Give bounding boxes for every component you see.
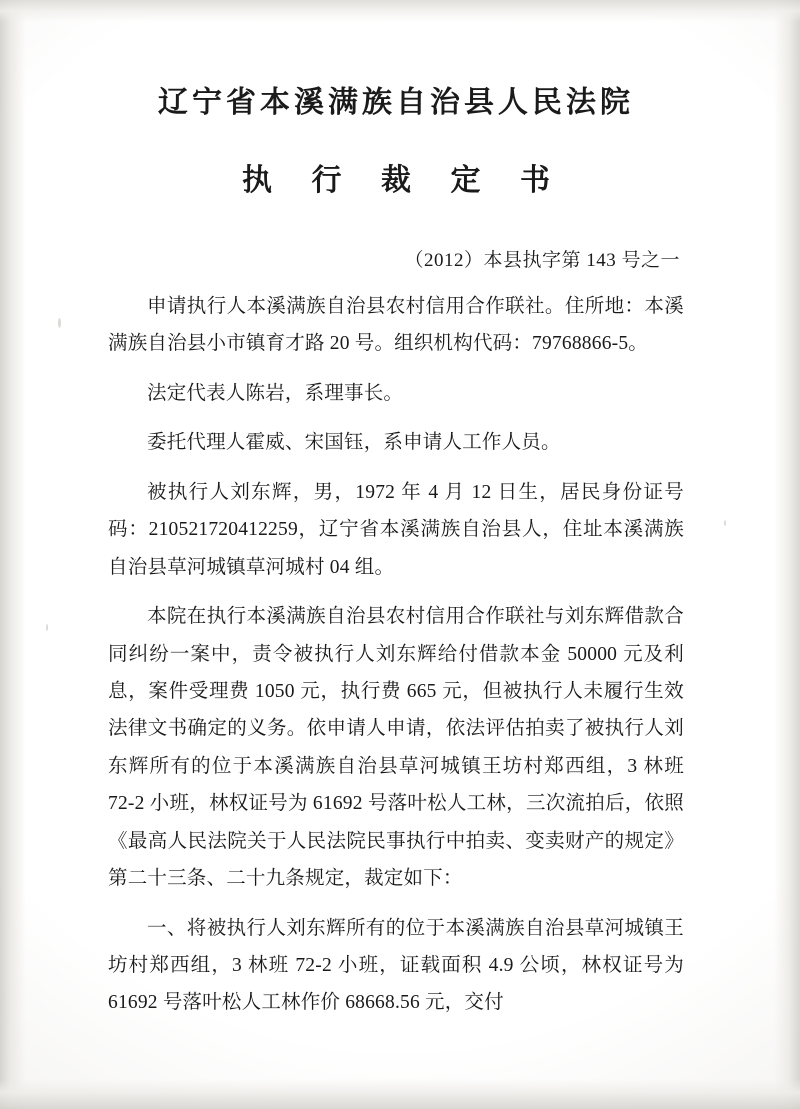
scan-speck xyxy=(58,318,61,328)
paragraph-list xyxy=(108,288,684,1022)
paper-edge-shadow-right xyxy=(774,0,800,1109)
case-number: （2012）本县执字第 143 号之一 xyxy=(404,250,680,271)
document-body xyxy=(108,84,684,1022)
paragraph: 被执行人刘东辉，男，1972 年 4 月 12 日生，居民身份证号码：210521720412259，辽宁省本溪满族自治县人，住址本溪满族自治县草河城镇草河城村 04 组。 xyxy=(108,481,684,578)
page-title: 辽宁省本溪满族自治县人民法院 xyxy=(157,86,635,119)
paper-edge-shadow-left xyxy=(0,0,26,1109)
paragraph: 法定代表人陈岩，系理事长。 xyxy=(147,382,404,404)
paragraph: 申请执行人本溪满族自治县农村信用合作联社。住所地：本溪满族自治县小市镇育才路 20 号。组织机构代码：79768866-5。 xyxy=(108,296,684,355)
scan-speck xyxy=(724,520,726,526)
paper-edge-shadow-top xyxy=(0,0,800,22)
scan-speck xyxy=(46,624,48,631)
paragraph: 一、将被执行人刘东辉所有的位于本溪满族自治县草河城镇王坊村郑西组，3 林班 72-2 小班，证载面积 4.9 公顷，林权证号为 61692 号落叶松人工林作价 68668.56 元，交付 xyxy=(108,917,684,1014)
document-type-title: 执 行 裁 定 书 xyxy=(242,163,566,197)
paragraph: 委托代理人霍威、宋国钰，系申请人工作人员。 xyxy=(147,432,561,454)
paragraph: 本院在执行本溪满族自治县农村信用合作联社与刘东辉借款合同纠纷一案中，责令被执行人刘东辉给付借款本金 50000 元及利息，案件受理费 1050 元，执行费 665 元，但被执行人未履行生效法律文书确定的义务。依申请人申请，依法评估拍卖了被执行人刘东辉所有的位于本溪满族自治县草河城镇王坊村郑西组，3 林班 72-2 小班，林权证号为 61692 号落叶松人工林，三次流拍后，依照《最高人民法院关于人民法院民事执行中拍卖、变卖财产的规定》第二十三条、二十九条规定，裁定如下： xyxy=(108,606,684,890)
paper-edge-shadow-bottom xyxy=(0,1079,800,1109)
